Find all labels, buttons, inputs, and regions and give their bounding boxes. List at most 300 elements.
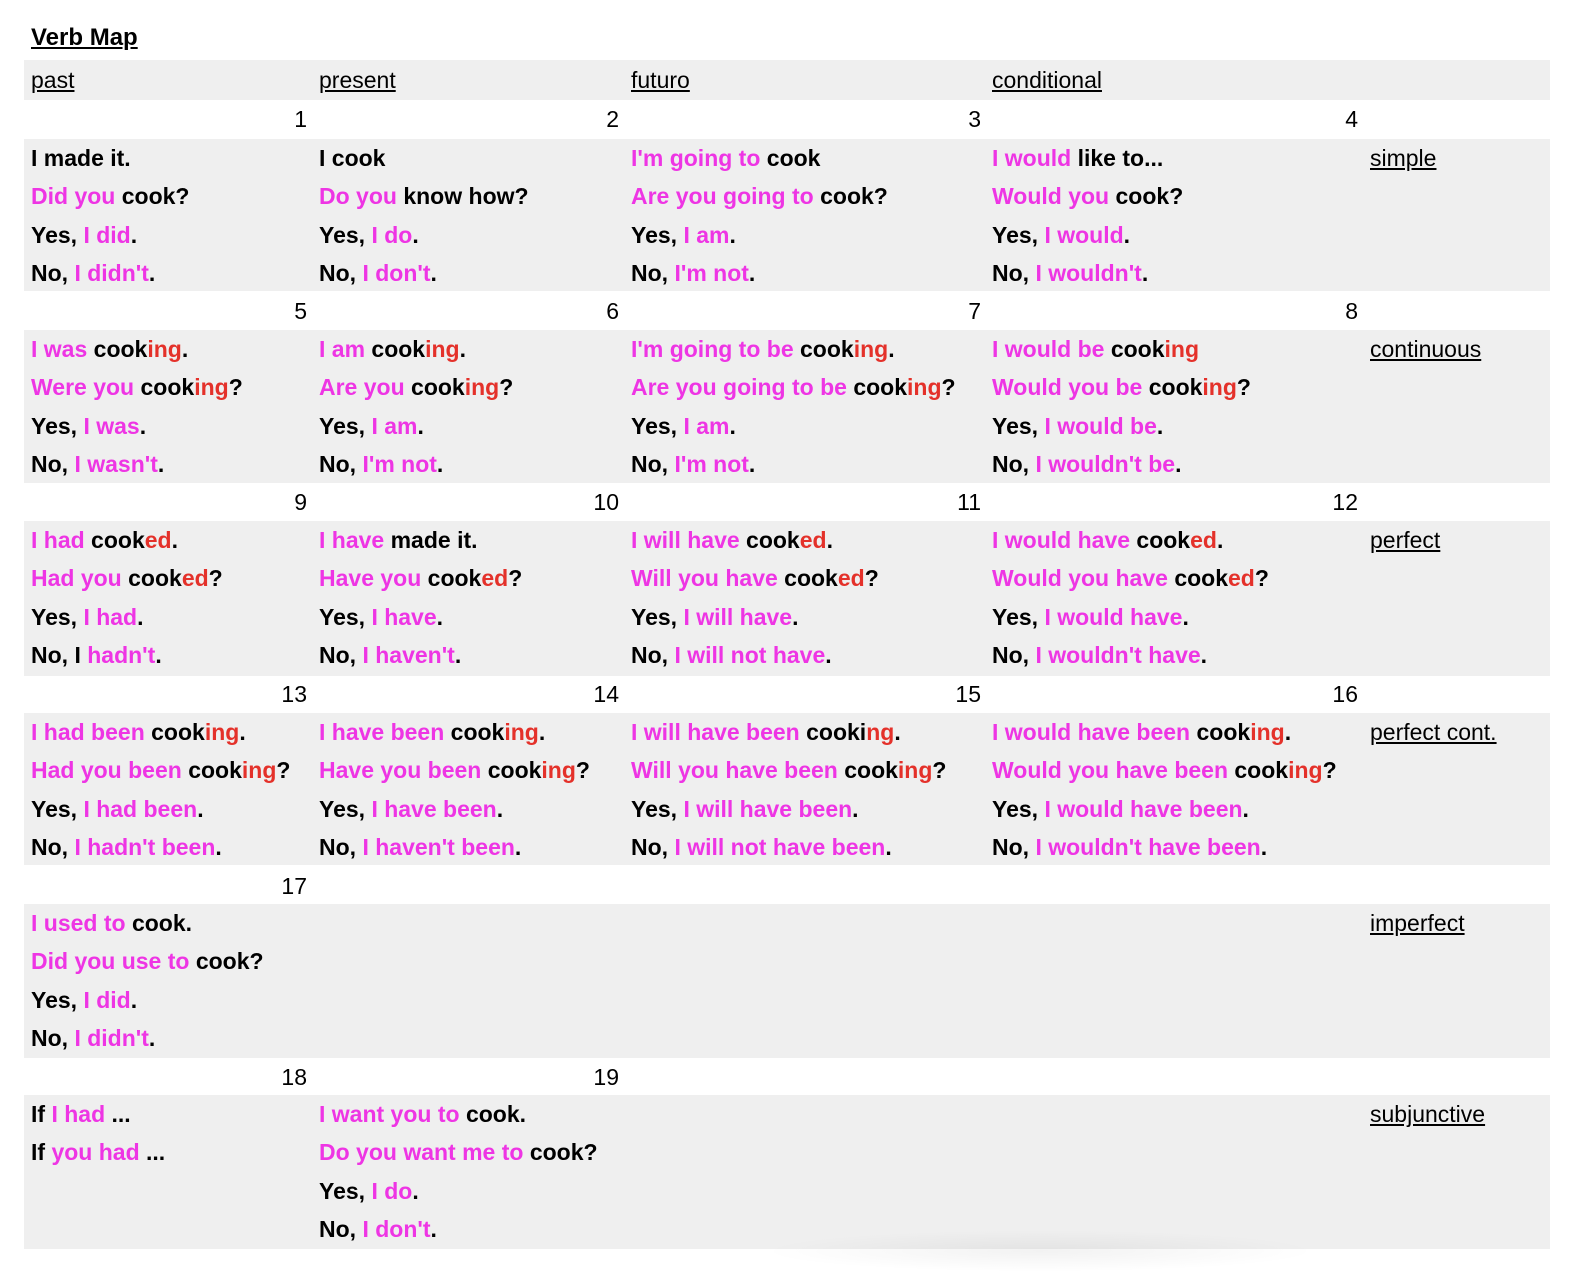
auxiliary-phrase: I had been xyxy=(83,795,198,822)
tense-number: 5 xyxy=(294,298,307,324)
sentence-text: . xyxy=(155,641,162,668)
sentence-text: cook xyxy=(181,757,242,784)
example-sentence xyxy=(31,407,243,445)
auxiliary-phrase: I'm not xyxy=(362,450,437,477)
example-sentence xyxy=(992,713,1337,751)
auxiliary-phrase: I have xyxy=(371,603,437,630)
verb-suffix: ing xyxy=(147,336,182,362)
example-sentence xyxy=(992,521,1269,559)
verb-suffix: ed xyxy=(181,565,209,592)
auxiliary-phrase: Have you been xyxy=(319,757,482,784)
sentence-text: cook xyxy=(1104,336,1165,362)
sentence-text: . xyxy=(137,603,144,630)
sentence-text: like to... xyxy=(1071,145,1164,171)
sentence-text: . xyxy=(239,719,246,745)
sentence-text: . xyxy=(417,412,424,439)
sentence-text: If xyxy=(31,1101,52,1127)
auxiliary-phrase: I will not have xyxy=(674,641,826,668)
example-sentence xyxy=(31,216,189,254)
verb-suffix: ing xyxy=(204,719,240,745)
example-sentence xyxy=(631,216,888,254)
auxiliary-phrase: I used to xyxy=(31,910,126,936)
auxiliary-phrase: I don't xyxy=(362,259,431,286)
column-header-present: present xyxy=(319,67,396,93)
auxiliary-phrase: I had xyxy=(83,603,138,630)
auxiliary-phrase: I haven't been xyxy=(362,833,515,860)
auxiliary-phrase: I was xyxy=(31,336,88,362)
sentence-text: cook xyxy=(1130,527,1191,553)
sentence-text: No, xyxy=(31,1024,75,1051)
example-sentence xyxy=(631,521,879,559)
verb-suffix: ing xyxy=(907,374,942,401)
example-sentence xyxy=(631,598,879,636)
tense-number: 12 xyxy=(1332,489,1358,515)
auxiliary-phrase: I wouldn't xyxy=(1035,259,1142,286)
example-sentence xyxy=(319,828,590,866)
cell-futuro xyxy=(631,713,946,866)
sentence-text: . xyxy=(1284,719,1292,745)
example-sentence xyxy=(319,559,522,597)
example-sentence xyxy=(992,407,1251,445)
sentence-text: cook? xyxy=(115,183,190,210)
example-sentence xyxy=(31,559,223,597)
example-sentence xyxy=(992,254,1183,292)
sentence-text: cook xyxy=(421,565,482,592)
example-sentence xyxy=(319,1210,598,1248)
sentence-text: No, xyxy=(992,259,1036,286)
sentence-text: Yes, xyxy=(319,412,372,439)
verb-suffix: ing xyxy=(1250,719,1285,745)
verb-suffix: ing xyxy=(897,757,933,784)
example-sentence xyxy=(631,828,946,866)
auxiliary-phrase: I will have been xyxy=(683,795,853,822)
auxiliary-phrase: I had xyxy=(51,1101,106,1127)
example-sentence xyxy=(31,1095,165,1133)
example-sentence xyxy=(992,330,1251,368)
example-sentence xyxy=(319,407,513,445)
auxiliary-phrase: Are you going to xyxy=(631,183,814,210)
sentence-text: cook? xyxy=(813,183,888,210)
sentence-text: Yes, xyxy=(31,795,84,822)
sentence-text: ... xyxy=(139,1139,166,1166)
sentence-text: ? xyxy=(864,565,879,592)
sentence-text: Yes, xyxy=(319,221,372,248)
example-sentence xyxy=(992,598,1269,636)
example-sentence xyxy=(992,636,1269,674)
sentence-text: cook xyxy=(793,336,854,362)
example-sentence xyxy=(992,177,1183,215)
column-header-conditional: conditional xyxy=(992,67,1102,93)
sentence-text: No, xyxy=(319,1215,363,1242)
sentence-text: ? xyxy=(499,374,514,401)
sentence-text: Yes, xyxy=(319,603,372,630)
sentence-text: Yes, xyxy=(631,221,684,248)
sentence-text: . xyxy=(130,986,138,1013)
auxiliary-phrase: I am xyxy=(683,412,730,439)
verb-suffix: ing xyxy=(194,374,229,401)
example-sentence xyxy=(631,751,946,789)
example-sentence xyxy=(31,751,290,789)
cell-past xyxy=(31,521,223,674)
sentence-text: No, xyxy=(992,641,1036,668)
example-sentence xyxy=(992,445,1251,483)
auxiliary-phrase: Would you xyxy=(992,183,1110,210)
example-sentence xyxy=(631,713,946,751)
sentence-text: cook xyxy=(121,565,182,592)
example-sentence xyxy=(319,139,529,177)
example-sentence xyxy=(319,1133,598,1171)
auxiliary-phrase: Had you xyxy=(31,565,122,592)
sentence-text: . xyxy=(729,412,736,439)
example-sentence xyxy=(992,828,1337,866)
example-sentence xyxy=(992,751,1337,789)
sentence-text: . xyxy=(888,336,895,362)
example-sentence xyxy=(319,751,590,789)
page-title: Verb Map xyxy=(31,24,138,51)
sentence-text: . xyxy=(1141,259,1149,286)
cell-past xyxy=(31,330,243,483)
tense-number: 3 xyxy=(968,106,981,132)
sentence-text: cook. xyxy=(125,910,193,936)
sentence-text: . xyxy=(436,450,444,477)
sentence-text: . xyxy=(436,603,444,630)
tense-number: 18 xyxy=(281,1064,307,1090)
sentence-text: . xyxy=(748,259,756,286)
sentence-text: No, I xyxy=(31,641,88,668)
auxiliary-phrase: Will you have been xyxy=(631,757,838,784)
auxiliary-phrase: I am xyxy=(319,336,366,362)
auxiliary-phrase: I will have xyxy=(631,527,740,553)
verb-suffix: ed xyxy=(799,527,827,553)
sentence-text: No, xyxy=(631,833,675,860)
sentence-text: . xyxy=(148,1024,156,1051)
sentence-text: ... xyxy=(105,1101,131,1127)
sentence-text: Yes, xyxy=(631,795,684,822)
tense-label: simple xyxy=(1370,145,1437,171)
tense-number: 19 xyxy=(593,1064,619,1090)
example-sentence xyxy=(31,981,264,1019)
cell-conditional xyxy=(992,521,1269,674)
auxiliary-phrase: Would you have been xyxy=(992,757,1228,784)
example-sentence xyxy=(31,636,223,674)
sentence-text: ? xyxy=(941,374,956,401)
sentence-text: ? xyxy=(208,565,223,592)
tense-number: 15 xyxy=(955,681,981,707)
sentence-text: . xyxy=(412,221,419,248)
sentence-text: Yes, xyxy=(31,412,84,439)
sentence-text: . xyxy=(729,221,736,248)
sentence-text: No, xyxy=(631,641,675,668)
auxiliary-phrase: I wasn't xyxy=(74,450,158,477)
verb-suffix: ing xyxy=(1202,374,1237,401)
example-sentence xyxy=(319,254,529,292)
sentence-text: . xyxy=(1242,795,1249,822)
tense-number: 2 xyxy=(606,106,619,132)
tense-number: 6 xyxy=(606,298,619,324)
auxiliary-phrase: I will have been xyxy=(631,719,800,745)
sentence-text: cook xyxy=(134,374,195,401)
sentence-text: No, xyxy=(992,450,1036,477)
cell-futuro xyxy=(631,521,879,674)
example-sentence xyxy=(31,521,223,559)
sentence-text: Yes, xyxy=(319,1177,372,1204)
tense-number: 11 xyxy=(957,489,981,515)
sentence-text: No, xyxy=(31,833,75,860)
tense-label: imperfect xyxy=(1370,910,1465,936)
sentence-text: . xyxy=(792,603,799,630)
example-sentence xyxy=(631,177,888,215)
sentence-text: No, xyxy=(319,450,363,477)
sentence-text: cook? xyxy=(1109,183,1184,210)
tense-number: 10 xyxy=(593,489,619,515)
example-sentence xyxy=(319,521,522,559)
auxiliary-phrase: Had you been xyxy=(31,757,182,784)
sentence-text: cook xyxy=(365,336,426,362)
example-sentence xyxy=(319,1172,598,1210)
auxiliary-phrase: I'm not xyxy=(674,450,749,477)
auxiliary-phrase: I would xyxy=(1044,221,1124,248)
auxiliary-phrase: Would you have xyxy=(992,565,1168,592)
auxiliary-phrase: Are you xyxy=(319,374,405,401)
auxiliary-phrase: Will you have xyxy=(631,565,778,592)
auxiliary-phrase: Do you xyxy=(319,183,397,210)
sentence-text: cook xyxy=(144,719,205,745)
example-sentence xyxy=(631,254,888,292)
auxiliary-phrase: I would have been xyxy=(1044,795,1243,822)
sentence-text: Yes, xyxy=(31,986,84,1013)
cell-past xyxy=(31,904,264,1057)
example-sentence xyxy=(319,790,590,828)
sentence-text: cooki xyxy=(799,719,867,745)
sentence-text: ? xyxy=(1322,757,1337,784)
cell-past xyxy=(31,713,290,866)
auxiliary-phrase: I do xyxy=(371,1177,413,1204)
example-sentence xyxy=(31,139,189,177)
sentence-text: cook xyxy=(404,374,465,401)
cell-present xyxy=(319,139,529,292)
sentence-text: . xyxy=(1200,641,1208,668)
sentence-text: cook xyxy=(760,145,821,171)
example-sentence xyxy=(31,598,223,636)
example-sentence xyxy=(319,636,522,674)
tense-number: 14 xyxy=(593,681,619,707)
auxiliary-phrase: I want you to xyxy=(319,1101,460,1127)
sentence-text: . xyxy=(852,795,859,822)
sentence-text: cook. xyxy=(459,1101,527,1127)
auxiliary-phrase: I would be xyxy=(992,336,1105,362)
sentence-text: cook xyxy=(777,565,838,592)
example-sentence xyxy=(31,1019,264,1057)
sentence-text: cook xyxy=(1167,565,1229,592)
sentence-text: cook? xyxy=(523,1139,598,1166)
tense-number: 4 xyxy=(1345,106,1358,132)
sentence-text: No, xyxy=(319,259,363,286)
sentence-text: know how? xyxy=(396,183,529,210)
verb-suffix: ing xyxy=(425,336,460,362)
sentence-text: I made it. xyxy=(31,145,131,171)
sentence-text: No, xyxy=(31,450,75,477)
cell-conditional xyxy=(992,330,1251,483)
auxiliary-phrase: I would xyxy=(992,145,1072,171)
sentence-text: Yes, xyxy=(31,221,84,248)
auxiliary-phrase: I had xyxy=(31,527,85,553)
auxiliary-phrase: I will not have been xyxy=(674,833,886,860)
sentence-text: . xyxy=(1182,603,1189,630)
example-sentence xyxy=(631,368,956,406)
auxiliary-phrase: I did xyxy=(83,221,131,248)
tense-number: 13 xyxy=(281,681,307,707)
example-sentence xyxy=(319,177,529,215)
sentence-text: . xyxy=(538,719,546,745)
example-sentence xyxy=(31,330,243,368)
example-sentence xyxy=(631,330,956,368)
sentence-text: . xyxy=(1123,221,1131,248)
sentence-text: . xyxy=(826,527,833,553)
example-sentence xyxy=(31,904,264,942)
sentence-text: cook? xyxy=(189,948,264,975)
example-sentence xyxy=(31,368,243,406)
example-sentence xyxy=(31,1133,165,1171)
sentence-text: . xyxy=(514,833,522,860)
verb-suffix: ing xyxy=(1288,757,1323,784)
example-sentence xyxy=(631,790,946,828)
tense-row-continuous xyxy=(24,330,1550,483)
example-sentence xyxy=(631,559,879,597)
sentence-text: . xyxy=(1175,450,1182,477)
verb-suffix: ing xyxy=(241,757,277,784)
sentence-text: . xyxy=(496,795,504,822)
sentence-text: . xyxy=(130,221,138,248)
cell-present xyxy=(319,521,522,674)
sentence-text: cook xyxy=(1190,719,1251,745)
auxiliary-phrase: Are you going to be xyxy=(631,374,847,401)
sentence-text: No, xyxy=(992,833,1036,860)
sentence-text: . xyxy=(885,833,892,860)
auxiliary-phrase: I'm going to be xyxy=(631,336,794,362)
tense-number: 9 xyxy=(294,489,307,515)
auxiliary-phrase: I had been xyxy=(31,719,145,745)
example-sentence xyxy=(631,139,888,177)
example-sentence xyxy=(31,445,243,483)
example-sentence xyxy=(992,139,1183,177)
verb-suffix: ing xyxy=(464,374,500,401)
verb-suffix: ed xyxy=(1190,527,1217,553)
auxiliary-phrase: I didn't xyxy=(74,259,149,286)
sentence-text: made it. xyxy=(384,527,478,553)
example-sentence xyxy=(31,177,189,215)
sentence-text: Yes, xyxy=(992,412,1045,439)
sentence-text: Yes, xyxy=(631,412,684,439)
auxiliary-phrase: you had xyxy=(51,1139,140,1166)
verb-suffix: ed xyxy=(144,527,172,553)
auxiliary-phrase: Did you use to xyxy=(31,948,190,975)
auxiliary-phrase: I have xyxy=(319,527,385,553)
sentence-text: cook xyxy=(84,527,145,553)
cell-past xyxy=(31,139,189,292)
auxiliary-phrase: I would have xyxy=(1044,603,1183,630)
auxiliary-phrase: I would have xyxy=(992,527,1131,553)
sentence-text: No, xyxy=(631,450,675,477)
auxiliary-phrase: I hadn't been xyxy=(74,833,216,860)
column-header-row xyxy=(24,60,1550,100)
tense-row-subjunctive xyxy=(24,1095,1550,1249)
sentence-text: If xyxy=(31,1139,52,1166)
example-sentence xyxy=(631,407,956,445)
page-shadow xyxy=(760,1230,1320,1272)
tense-row-imperfect xyxy=(24,904,1550,1058)
verb-suffix: ed xyxy=(1228,565,1255,592)
sentence-text: . xyxy=(825,641,832,668)
example-sentence xyxy=(319,713,590,751)
cell-conditional xyxy=(992,713,1337,866)
sentence-text: Yes, xyxy=(319,795,372,822)
tense-number: 8 xyxy=(1345,298,1358,324)
example-sentence xyxy=(992,790,1337,828)
tense-number: 17 xyxy=(281,873,307,899)
sentence-text: cook xyxy=(87,336,148,362)
sentence-text: . xyxy=(139,412,147,439)
sentence-text: . xyxy=(459,336,466,362)
sentence-text: . xyxy=(181,336,189,362)
sentence-text: ? xyxy=(1254,565,1269,592)
auxiliary-phrase: Would you be xyxy=(992,374,1143,401)
tense-number: 1 xyxy=(294,106,307,132)
tense-label: perfect cont. xyxy=(1370,719,1497,745)
sentence-text: ? xyxy=(276,757,291,784)
sentence-text: No, xyxy=(319,641,363,668)
auxiliary-phrase: I didn't xyxy=(74,1024,149,1051)
sentence-text: . xyxy=(157,450,165,477)
auxiliary-phrase: Did you xyxy=(31,183,116,210)
auxiliary-phrase: I'm not xyxy=(674,259,749,286)
sentence-text: ? xyxy=(1236,374,1251,401)
sentence-text: . xyxy=(454,641,462,668)
auxiliary-phrase: I am xyxy=(371,412,418,439)
auxiliary-phrase: I have been xyxy=(319,719,445,745)
sentence-text: cook xyxy=(846,374,908,401)
tense-number: 16 xyxy=(1332,681,1358,707)
sentence-text: cook xyxy=(1142,374,1203,401)
verb-suffix: ing xyxy=(541,757,576,784)
sentence-text: . xyxy=(894,719,901,745)
auxiliary-phrase: I do xyxy=(371,221,413,248)
verb-suffix: ng xyxy=(866,719,895,745)
example-sentence xyxy=(31,790,290,828)
sentence-text: . xyxy=(1216,527,1224,553)
example-sentence xyxy=(319,598,522,636)
sentence-text: ? xyxy=(228,374,243,401)
sentence-text: . xyxy=(215,833,222,860)
cell-past xyxy=(31,1095,165,1172)
verb-suffix: ing xyxy=(853,336,889,362)
auxiliary-phrase: I haven't xyxy=(362,641,455,668)
sentence-text: . xyxy=(197,795,204,822)
auxiliary-phrase: I am xyxy=(683,221,730,248)
example-sentence xyxy=(992,216,1183,254)
tense-label: subjunctive xyxy=(1370,1101,1486,1127)
sentence-text: cook xyxy=(444,719,505,745)
auxiliary-phrase: I was xyxy=(83,412,140,439)
column-header-futuro: futuro xyxy=(631,67,690,93)
example-sentence xyxy=(31,254,189,292)
auxiliary-phrase: I did xyxy=(83,986,131,1013)
sentence-text: Yes, xyxy=(992,795,1045,822)
example-sentence xyxy=(631,445,956,483)
example-sentence xyxy=(31,942,264,980)
example-sentence xyxy=(319,368,513,406)
cell-conditional xyxy=(992,139,1183,292)
example-sentence xyxy=(992,368,1251,406)
